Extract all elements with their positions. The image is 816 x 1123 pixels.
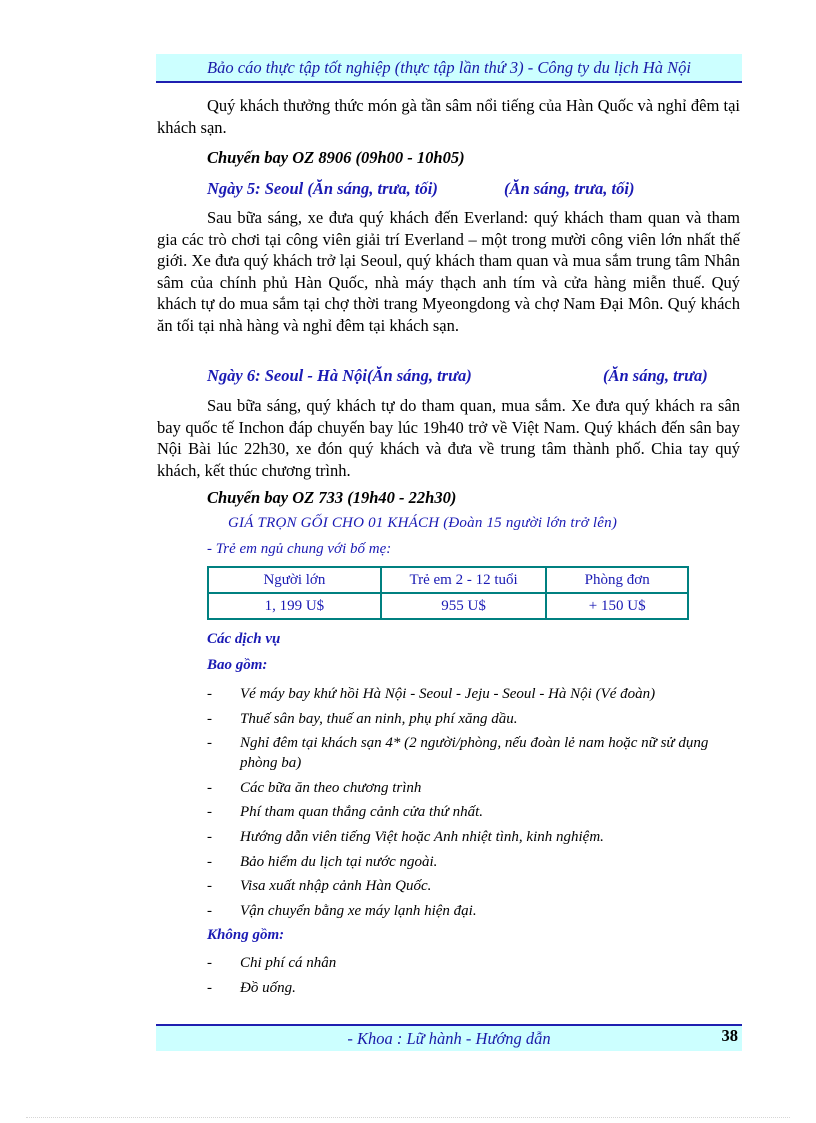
price-table (207, 566, 689, 620)
child-note: - Trẻ em ngủ chung với bố mẹ: (207, 541, 392, 557)
included-list (207, 684, 747, 925)
list-dash: - (207, 828, 212, 845)
price-title: GIÁ TRỌN GỐI CHO 01 KHÁCH (Đoàn 15 người lớn trở lên) (228, 515, 618, 531)
list-item-text: Các bữa ăn theo chương trình (240, 779, 422, 796)
list-item-text: Phí tham quan thắng cảnh cửa thứ nhất. (240, 804, 484, 821)
day6-meals-text: (Ăn sáng, trưa) (603, 366, 708, 385)
day5-meals-text: (Ăn sáng, trưa, tối) (504, 179, 635, 198)
list-dash: - (207, 955, 212, 971)
list-item (207, 778, 747, 798)
day5-heading (207, 179, 438, 199)
day5-title: Ngày 5: Seoul (Ăn sáng, trưa, tối) (207, 179, 438, 198)
excluded-label: Không gồm: (207, 927, 285, 943)
paragraph-day6: Sau bữa sáng, quý khách tự do tham quan, mua sắm. Xe đưa quý khách ra sân bay quốc tế Inchon đáp chuyến bay lúc 19h40 trở về Việt Nam. Quý khách đến sân bay Nội Bài lúc 22h30, xe đón quý khách và đưa về trung tâm thành phố. Chia tay quý khách, kết thúc chương trình. (157, 396, 740, 480)
day5-meals (504, 179, 634, 199)
included-label: Bao gồm: (207, 657, 268, 673)
list-item-text: Nghỉ đêm tại khách sạn 4* (2 người/phòng, nếu đoàn lẻ nam hoặc nữ sử dụng phòng ba) (240, 735, 709, 772)
services-heading: Các dịch vụ (207, 631, 281, 647)
price-value-single: + 150 U$ (546, 593, 688, 619)
day6-title: Ngày 6: Seoul - Hà Nội(Ăn sáng, trưa) (207, 366, 472, 385)
list-dash: - (207, 878, 212, 895)
price-header-single: Phòng đơn (546, 567, 688, 593)
list-dash: - (207, 710, 212, 727)
day6-meals (603, 366, 708, 386)
price-table-header-row (208, 567, 688, 593)
list-dash: - (207, 979, 212, 996)
list-item-text: Vận chuyển bằng xe máy lạnh hiện đại. (240, 902, 477, 919)
list-item (207, 876, 747, 896)
flight-heading-2: Chuyến bay OZ 733 (19h40 - 22h30) (207, 488, 457, 507)
list-item (207, 684, 747, 704)
list-item (207, 953, 747, 973)
page-edge-divider (26, 1117, 790, 1118)
excluded-list (207, 953, 747, 1002)
page-header (156, 54, 742, 83)
day6-heading (207, 366, 472, 386)
list-item (207, 802, 747, 822)
list-item (207, 709, 747, 729)
list-dash: - (207, 902, 212, 919)
list-item-text: Visa xuất nhập cảnh Hàn Quốc. (240, 878, 432, 895)
price-header-adult: Người lớn (208, 567, 381, 593)
list-item (207, 852, 747, 872)
price-value-child: 955 U$ (381, 593, 547, 619)
list-item (207, 901, 747, 921)
list-item (207, 733, 747, 773)
list-item-text: Bảo hiểm du lịch tại nước ngoài. (240, 853, 438, 870)
header-title: Bảo cáo thực tập tốt nghiệp (thực tập lần thứ 3) - Công ty du lịch Hà Nội (207, 58, 691, 77)
list-dash: - (207, 853, 212, 870)
list-item-text: Chi phí cá nhân (240, 955, 337, 971)
page-number: 38 (721, 1026, 738, 1045)
price-header-child: Trẻ em 2 - 12 tuổi (381, 567, 547, 593)
price-table-value-row (208, 593, 688, 619)
list-item-text: Đồ uống. (240, 979, 296, 996)
page-footer (156, 1024, 742, 1051)
list-item-text: Hướng dẫn viên tiếng Việt hoặc Anh nhiệt tình, kinh nghiệm. (240, 828, 604, 845)
list-item (207, 978, 747, 998)
list-item-text: Thuế sân bay, thuế an ninh, phụ phí xăng dầu. (240, 710, 518, 727)
list-item (207, 827, 747, 847)
paragraph-intro: Quý khách thưởng thức món gà tần sâm nổi tiếng của Hàn Quốc và nghỉ đêm tại khách sạn. (157, 96, 740, 137)
list-dash: - (207, 804, 212, 821)
flight-heading-1: Chuyến bay OZ 8906 (09h00 - 10h05) (207, 148, 465, 167)
list-item-text: Vé máy bay khứ hồi Hà Nội - Seoul - Jeju - Seoul - Hà Nội (Vé đoàn) (240, 686, 656, 702)
list-dash: - (207, 735, 212, 752)
footer-text: - Khoa : Lữ hành - Hướng dẫn (347, 1029, 551, 1048)
paragraph-day5: Sau bữa sáng, xe đưa quý khách đến Everland: quý khách tham quan và tham gia các trò chơi tại công viên giải trí Everland – một trong mười công viên lớn nhất thế giới. Xe đưa quý khách trở lại Seoul, quý khách tham quan và mua sắm trung tâm Nhân sâm của chính phủ Hàn Quốc, nhà máy thạch anh tím và cửa hàng miễn thuế. Quý khách tự do mua sắm tại chợ thời trang Myeongdong và chợ Nam Đại Môn. Quý khách ăn tối tại nhà hàng và nghỉ đêm tại khách sạn. (157, 208, 740, 335)
price-value-adult: 1, 199 U$ (208, 593, 381, 619)
list-dash: - (207, 779, 212, 796)
list-dash: - (207, 686, 212, 702)
